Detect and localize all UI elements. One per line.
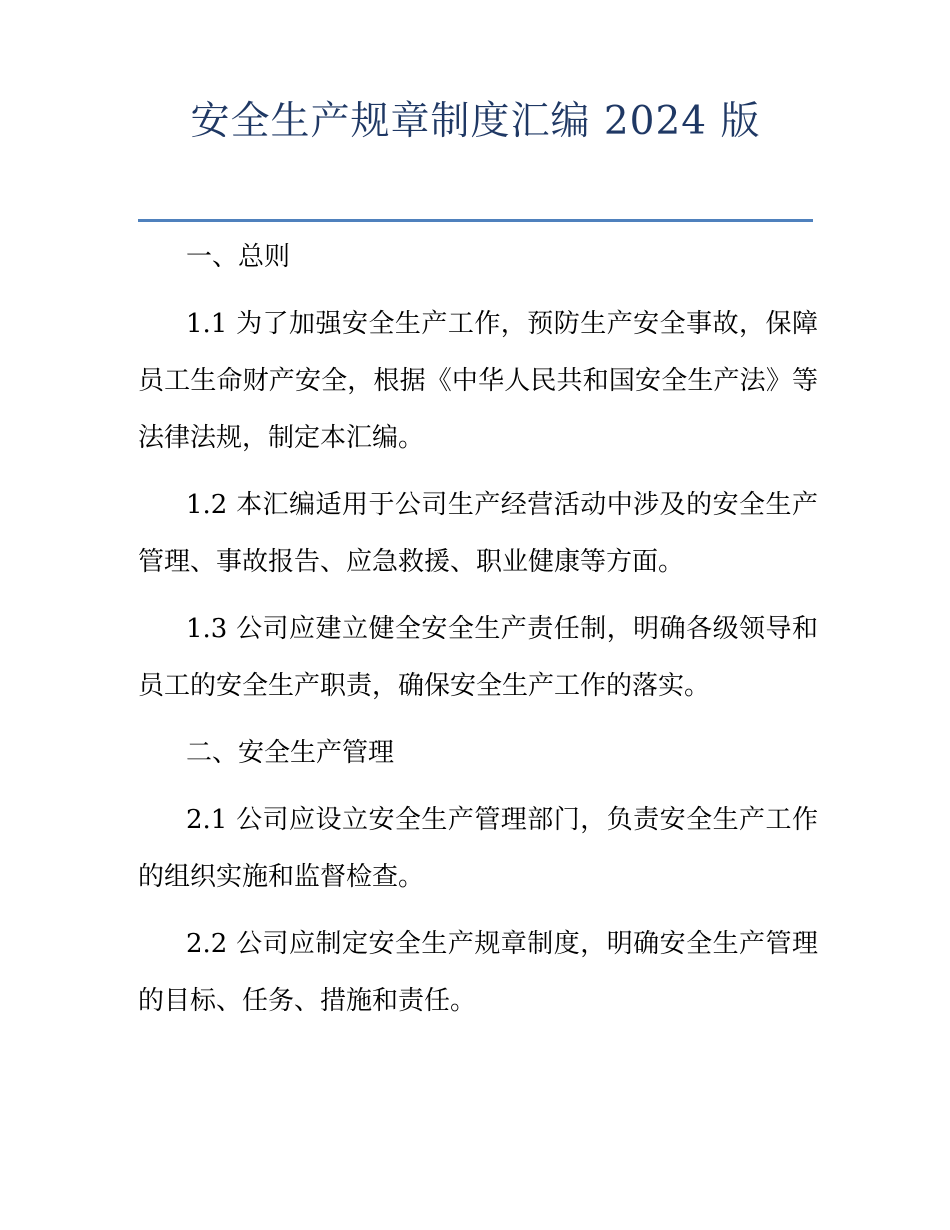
section-heading-safety-management: 二、安全生产管理 <box>186 738 395 768</box>
clause-2-2: 2.2 公司应制定安全生产规章制度，明确安全生产管理的目标、任务、措施和责任。 <box>138 929 818 1016</box>
title-divider <box>138 219 813 222</box>
clause-1-2: 1.2 本汇编适用于公司生产经营活动中涉及的安全生产管理、事故报告、应急救援、职业健康等方面。 <box>138 490 818 577</box>
document-title: 安全生产规章制度汇编 2024 版 <box>190 99 761 144</box>
clause-1-3: 1.3 公司应建立健全安全生产责任制，明确各级领导和员工的安全生产职责，确保安全生产工作的落实。 <box>138 614 818 701</box>
clause-1-1: 1.1 为了加强安全生产工作，预防生产安全事故，保障员工生命财产安全，根据《中华人民共和国安全生产法》等法律法规，制定本汇编。 <box>138 309 818 453</box>
clause-2-1: 2.1 公司应设立安全生产管理部门，负责安全生产工作的组织实施和监督检查。 <box>138 805 818 892</box>
section-heading-general: 一、总则 <box>186 242 291 272</box>
document-body <box>138 229 818 1040</box>
